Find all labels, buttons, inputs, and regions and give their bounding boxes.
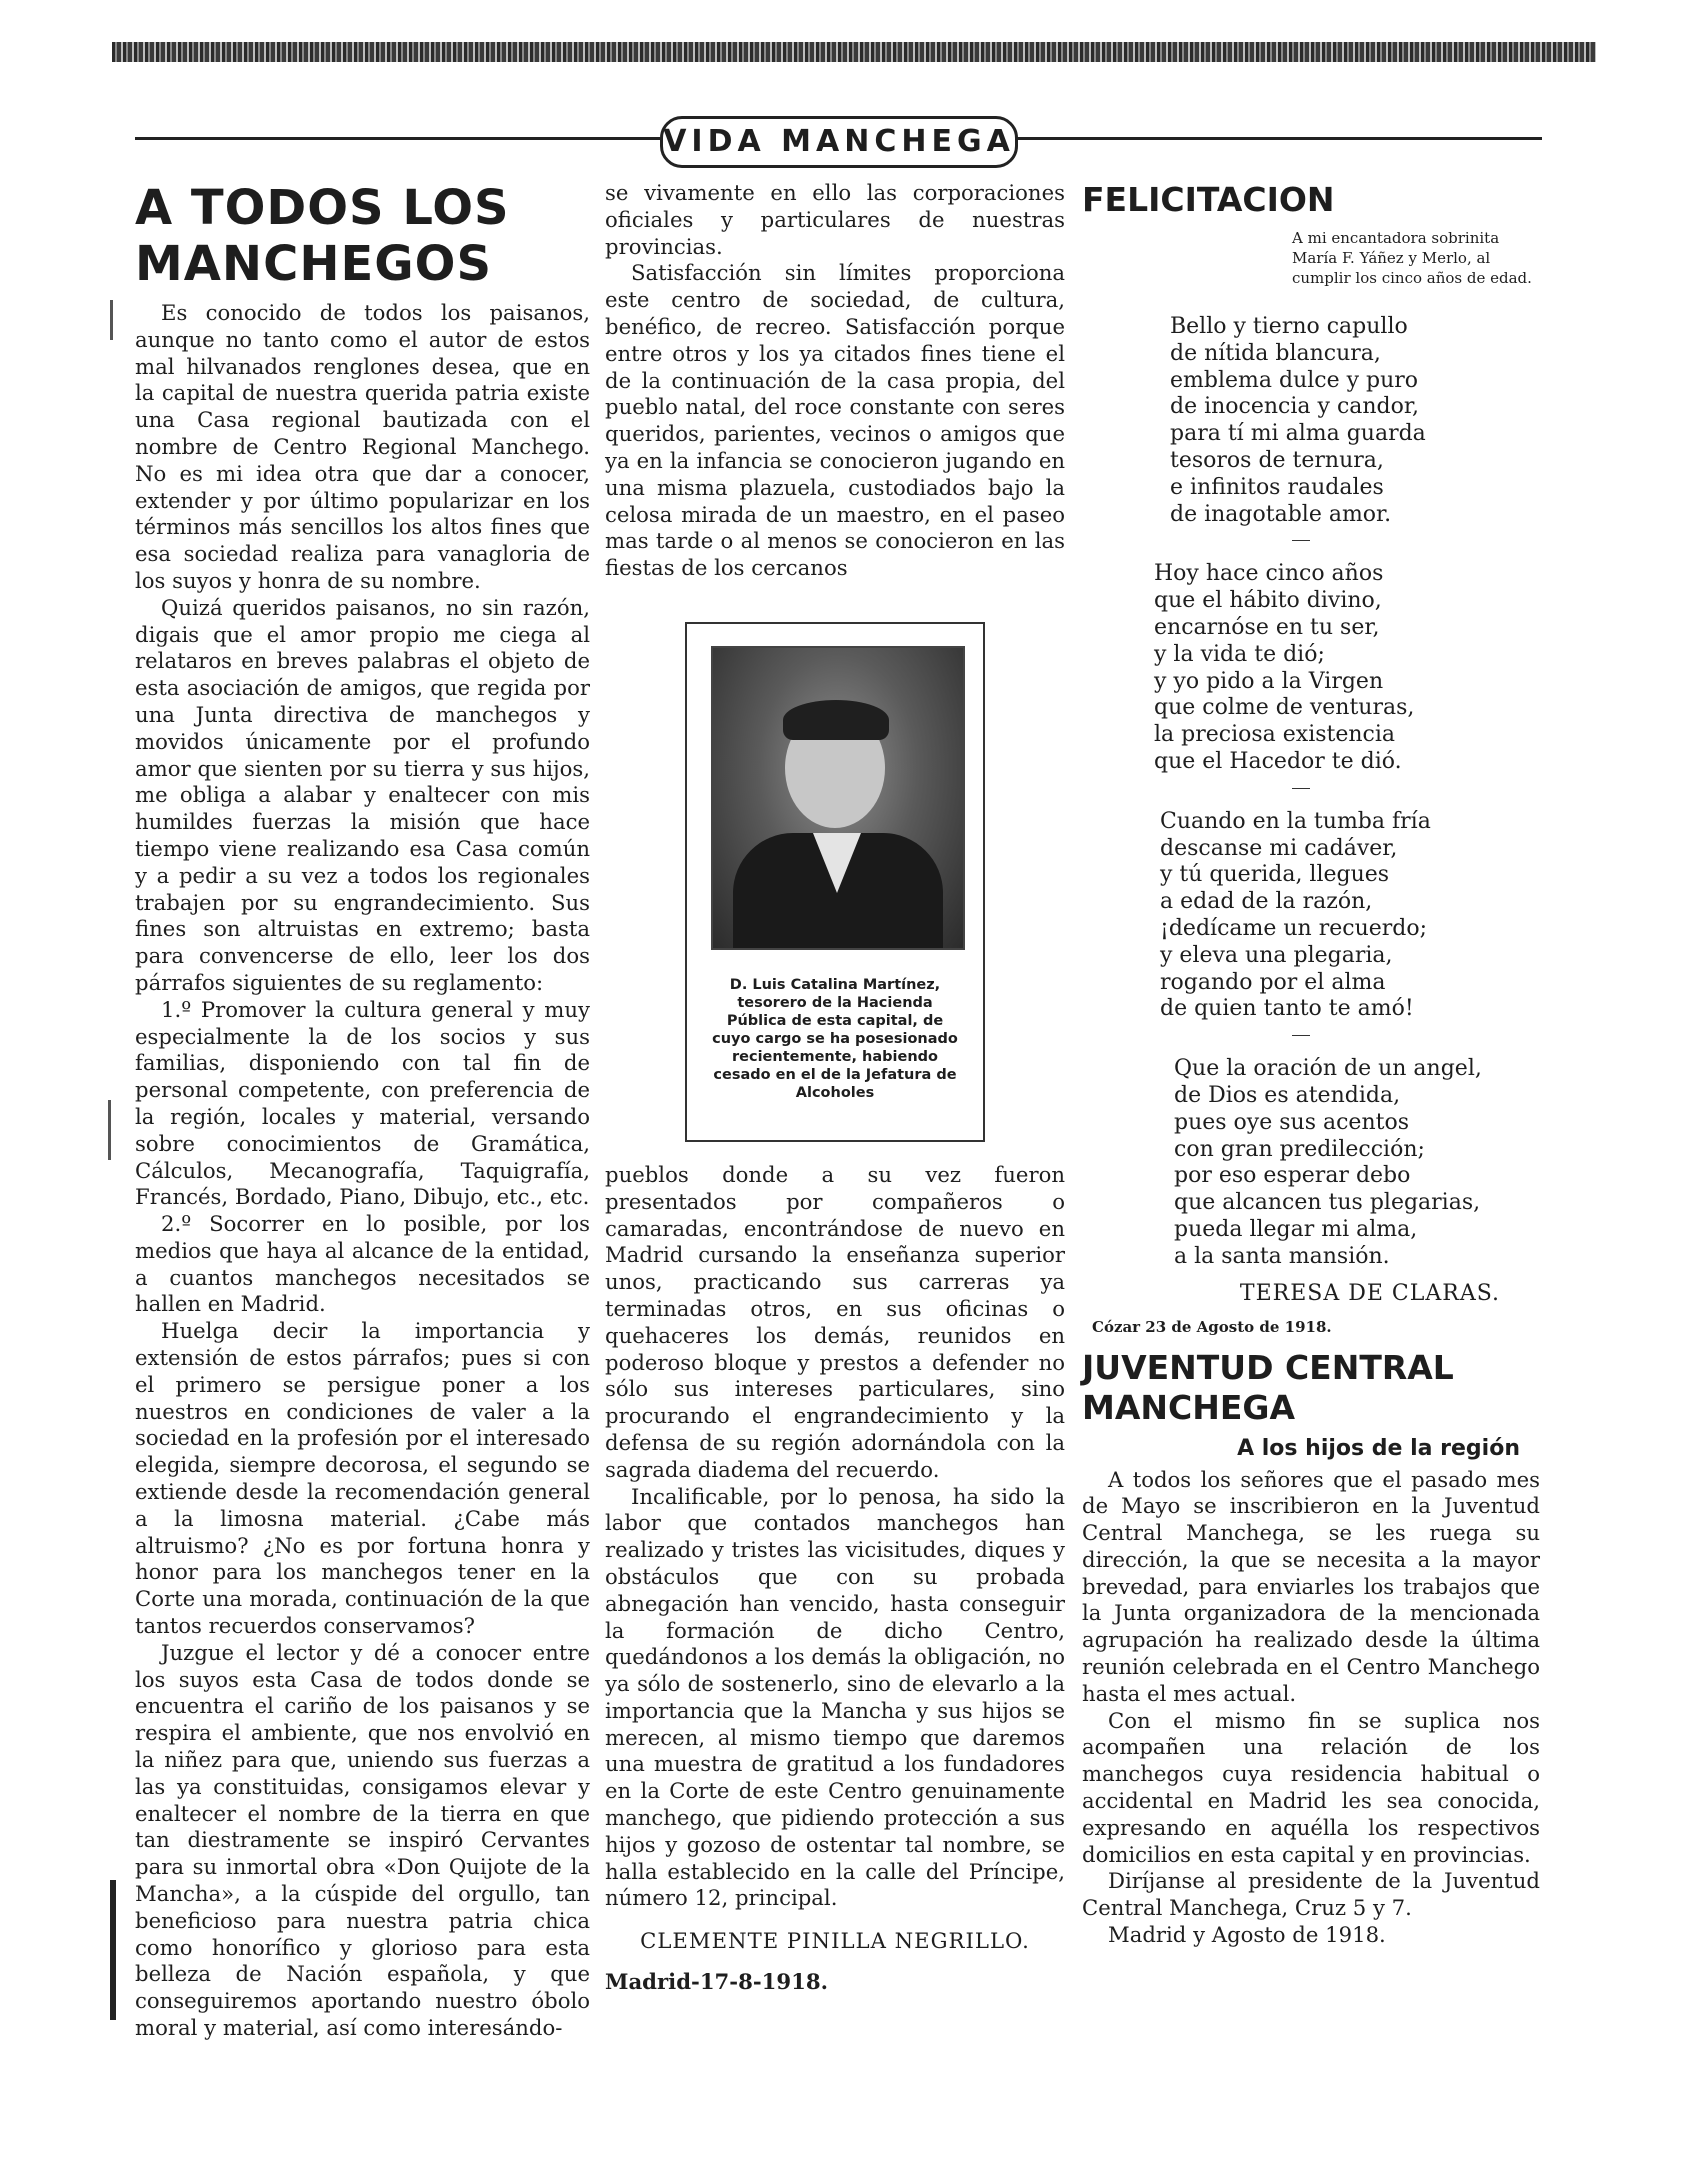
poem-line: a la santa mansión. [1174, 1243, 1390, 1269]
portrait-photo [711, 646, 965, 950]
article-paragraph: se vivamente en ello las corporaciones oficiales y particulares de nuestras provincias. [605, 180, 1065, 259]
poem-line: que el hábito divino, [1154, 588, 1382, 614]
article-date: Madrid-17-8-1918. [605, 1969, 828, 1995]
poem-line: Que la oración de un angel, [1174, 1056, 1482, 1082]
article-paragraph: 2.º Socorrer en lo posible, por los medios que haya al alcance de la entidad, a cuantos manchegos necesitados se hallen en Madrid. [135, 1211, 590, 1317]
poem-line: descanse mi cadáver, [1160, 835, 1398, 861]
column-1 [135, 180, 590, 2042]
stanza-divider [1292, 788, 1310, 789]
article-paragraph: Huelga decir la importancia y extensión de estos párrafos; pues si con el primero se persigue poner a los nuestros en condiciones de valer a la sociedad en la profesión por el interesado elegida, siempre decorosa, el segundo se extiende desde la recomendación general a la limosna material. ¿Cabe más altruismo? ¿No es por fortuna honra y honor para los manchegos tener en la Corte una morada, continuación de la que tantos recuerdos conservamos? [135, 1318, 590, 1639]
article-paragraph: Satisfacción sin límites proporciona este centro de sociedad, de cultura, benéfico, de recreo. Satisfacción porque entre otros y los ya citados fines tiene el de la continuación de la casa propia, del pueblo natal, del roce constante con seres queridos, parientes, vecinos o amigos que ya en la infancia se conocieron jugando en una misma plazuela, custodiados bajo la celosa mirada de un maestro, en el paseo mas tarde o al menos se conocieron en las fiestas de los cercanos [605, 260, 1065, 581]
poem-line: la preciosa existencia [1154, 722, 1396, 748]
column-2 [605, 180, 1065, 1996]
notice-paragraph: Con el mismo fin se suplica nos acompañen una relación de los manchegos cuya residencia habitual o accidental en Madrid les sea conocida, expresando en aquélla los respectivos domicilios en esta capital y en provincias. [1082, 1707, 1540, 1867]
article-paragraph: Quizá queridos paisanos, no sin razón, digais que el amor propio me ciega al relataros en breves palabras el objeto de esta asociación de amigos, que regida por una Junta directiva de manchegos y movidos únicamente por el profundo amor que sienten por su tierra y sus hijos, me obliga a alabar y enaltecer con mis humildes fuerzas la misión que hace tiempo viene realizando esa Casa común y a pedir a su vez a todos los regionales trabajen por su engrandecimiento. Sus fines son altruistas en extremo; basta para convencerse de ello, leer los dos párrafos siguientes de su reglamento: [135, 594, 590, 995]
article-author: CLEMENTE PINILLA NEGRILLO. [640, 1928, 1030, 1954]
poem-line: a edad de la razón, [1160, 889, 1373, 915]
notice-subtitle: A los hijos de la región [1237, 1435, 1520, 1461]
poem-stanza [1082, 809, 1540, 1023]
notice-paragraph: A todos los señores que el pasado mes de Mayo se inscribieron en la Juventud Central Manchega, se les ruega su dirección, la que se necesita a la mayor brevedad, para enviarles los trabajos que la Junta organizadora de la mencionada agrupación ha realizado desde la última reunión celebrada en el Centro Manchego hasta el mes actual. [1082, 1466, 1540, 1706]
poem-line: de Dios es atendida, [1174, 1082, 1401, 1108]
masthead: VIDA MANCHEGA [660, 116, 1018, 168]
poem-line: emblema dulce y puro [1170, 367, 1419, 393]
poem-line: pues oye sus acentos [1174, 1109, 1409, 1135]
poem-line: de nítida blancura, [1170, 340, 1381, 366]
poem-line: que alcancen tus plegarias, [1174, 1190, 1481, 1216]
notice-paragraph: Diríjanse al presidente de la Juventud Central Manchega, Cruz 5 y 7. [1082, 1868, 1540, 1921]
poem-line: e infinitos raudales [1170, 474, 1384, 500]
article-paragraph: Juzgue el lector y dé a conocer entre los suyos esta Casa de todos donde se encuentra el cariño de los paisanos y se respira el ambiente, que nos envolvió en la niñez para que, uniendo sus fuerzas a las ya constituidas, consigamos elevar y enaltecer el nombre de la tierra en que tan diestramente se inspiró Cervantes para su inmortal obra «Don Quijote de la Mancha», a la cúspide del orgullo, tan beneficioso para nuestra patria chica como honorífico y glorioso para esta belleza de Nación española, y que conseguiremos aportando nuestro óbolo moral y material, así como interesándo- [135, 1639, 590, 2040]
poem-stanza [1082, 314, 1540, 528]
poem-line: que el Hacedor te dió. [1154, 748, 1402, 774]
poem-line: y tú querida, llegues [1160, 862, 1390, 888]
notice-paragraph: Madrid y Agosto de 1918. [1108, 1922, 1386, 1948]
poem-line: encarnóse en tu ser, [1154, 614, 1380, 640]
stanza-divider [1292, 540, 1310, 541]
poem-line: ¡dedícame un recuerdo; [1160, 915, 1428, 941]
poem-date: Cózar 23 de Agosto de 1918. [1092, 1317, 1332, 1336]
poem-stanza [1082, 561, 1540, 775]
article-title: A TODOS LOS MANCHEGOS [135, 180, 510, 292]
poem-line: Cuando en la tumba fría [1160, 808, 1431, 834]
poem-title: FELICITACION [1082, 180, 1335, 219]
poem-line: Hoy hace cinco años [1154, 561, 1384, 587]
poem-line: y yo pido a la Virgen [1154, 668, 1384, 694]
poem-stanza [1082, 1056, 1540, 1270]
photo-caption: D. Luis Catalina Martínez, tesorero de la Hacienda Pública de esta capital, de cuyo cargo se ha posesionado recientemente, habiendo cesado en el de la Jefatura de Alcoholes [712, 976, 958, 1101]
article-paragraph: 1.º Promover la cultura general y muy especialmente la de los socios y sus familias, disponiendo con tal fin de personal competente, con preferencia de la región, locales y material, versando sobre conocimientos de Gramática, Cálculos, Mecanografía, Taquigrafía, Francés, Bordado, Piano, Dibujo, etc., etc. [135, 996, 590, 1210]
poem-line: rogando por el alma [1160, 969, 1386, 995]
poem-line: por eso esperar debo [1174, 1163, 1411, 1189]
poem-line: de inagotable amor. [1170, 501, 1392, 527]
poem-line: pueda llegar mi alma, [1174, 1216, 1418, 1242]
poem-line: y la vida te dió; [1154, 641, 1325, 667]
scan-speck [110, 1880, 116, 2020]
stanza-divider [1292, 1035, 1310, 1036]
column-3 [1082, 180, 1540, 1949]
poem-line: Bello y tierno capullo [1170, 314, 1408, 339]
poem-line: con gran predilección; [1174, 1136, 1425, 1162]
poem-line: de inocencia y candor, [1170, 394, 1419, 420]
scan-speck [110, 300, 113, 340]
article-paragraph: Incalificable, por lo penosa, ha sido la labor que contados manchegos han realizado y tristes las vicisitudes, diques y obstáculos que con su probada abnegación han vencido, hasta conseguir la formación de dicho Centro, quedándonos a los demás la obligación, no ya sólo de sostenerlo, sino de elevarlo a la importancia que la Mancha y sus hijos se merecen, al mismo tiempo que daremos una muestra de gratitud a los fundadores en la Corte de este Centro genuinamente manchego, que pidiendo protección a sus hijos y gozoso de ostentar tal nombre, se halla establecido en la calle del Príncipe, número 12, principal. [605, 1483, 1065, 1911]
scan-top-band [112, 42, 1596, 62]
article-paragraph: Es conocido de todos los paisanos, aunque no tanto como el autor de estos mal hilvanados renglones desea, que en la capital de nuestra querida patria existe una Casa regional bautizada con el nombre de Centro Regional Manchego. No es mi idea otra que dar a conocer, extender y por último popularizar en los términos más sencillos los altos fines que esa sociedad realiza para vanagloria de los suyos y honra de su nombre. [135, 300, 590, 593]
poem-line: tesoros de ternura, [1170, 447, 1384, 473]
notice-title: JUVENTUD CENTRAL MANCHEGA [1082, 1347, 1454, 1427]
poem-dedication: A mi encantadora sobrinita María F. Yáñez y Merlo, al cumplir los cinco años de edad. [1292, 229, 1532, 287]
poem-line: de quien tanto te amó! [1160, 996, 1414, 1022]
poem-author: TERESA DE CLARAS. [1239, 1280, 1500, 1306]
poem-line: que colme de venturas, [1154, 695, 1415, 721]
header-rule-right [1012, 137, 1542, 140]
article-paragraph: pueblos donde a su vez fueron presentados por compañeros o camaradas, encontrándose de nuevo en Madrid cursando la enseñanza superior unos, practicando sus carreras ya terminadas otros, en sus oficinas o quehaceres los demás, reunidos en poderoso bloque y prestos a defender no sólo sus intereses particulares, sino procurando el engrandecimiento y la defensa de su región adornándola con la sagrada diadema del recuerdo. [605, 1161, 1065, 1482]
header-rule-left [135, 137, 660, 140]
scan-speck [108, 1100, 111, 1160]
poem-line: para tí mi alma guarda [1170, 421, 1426, 447]
poem-line: y eleva una plegaria, [1160, 942, 1393, 968]
portrait-frame [685, 622, 985, 1142]
